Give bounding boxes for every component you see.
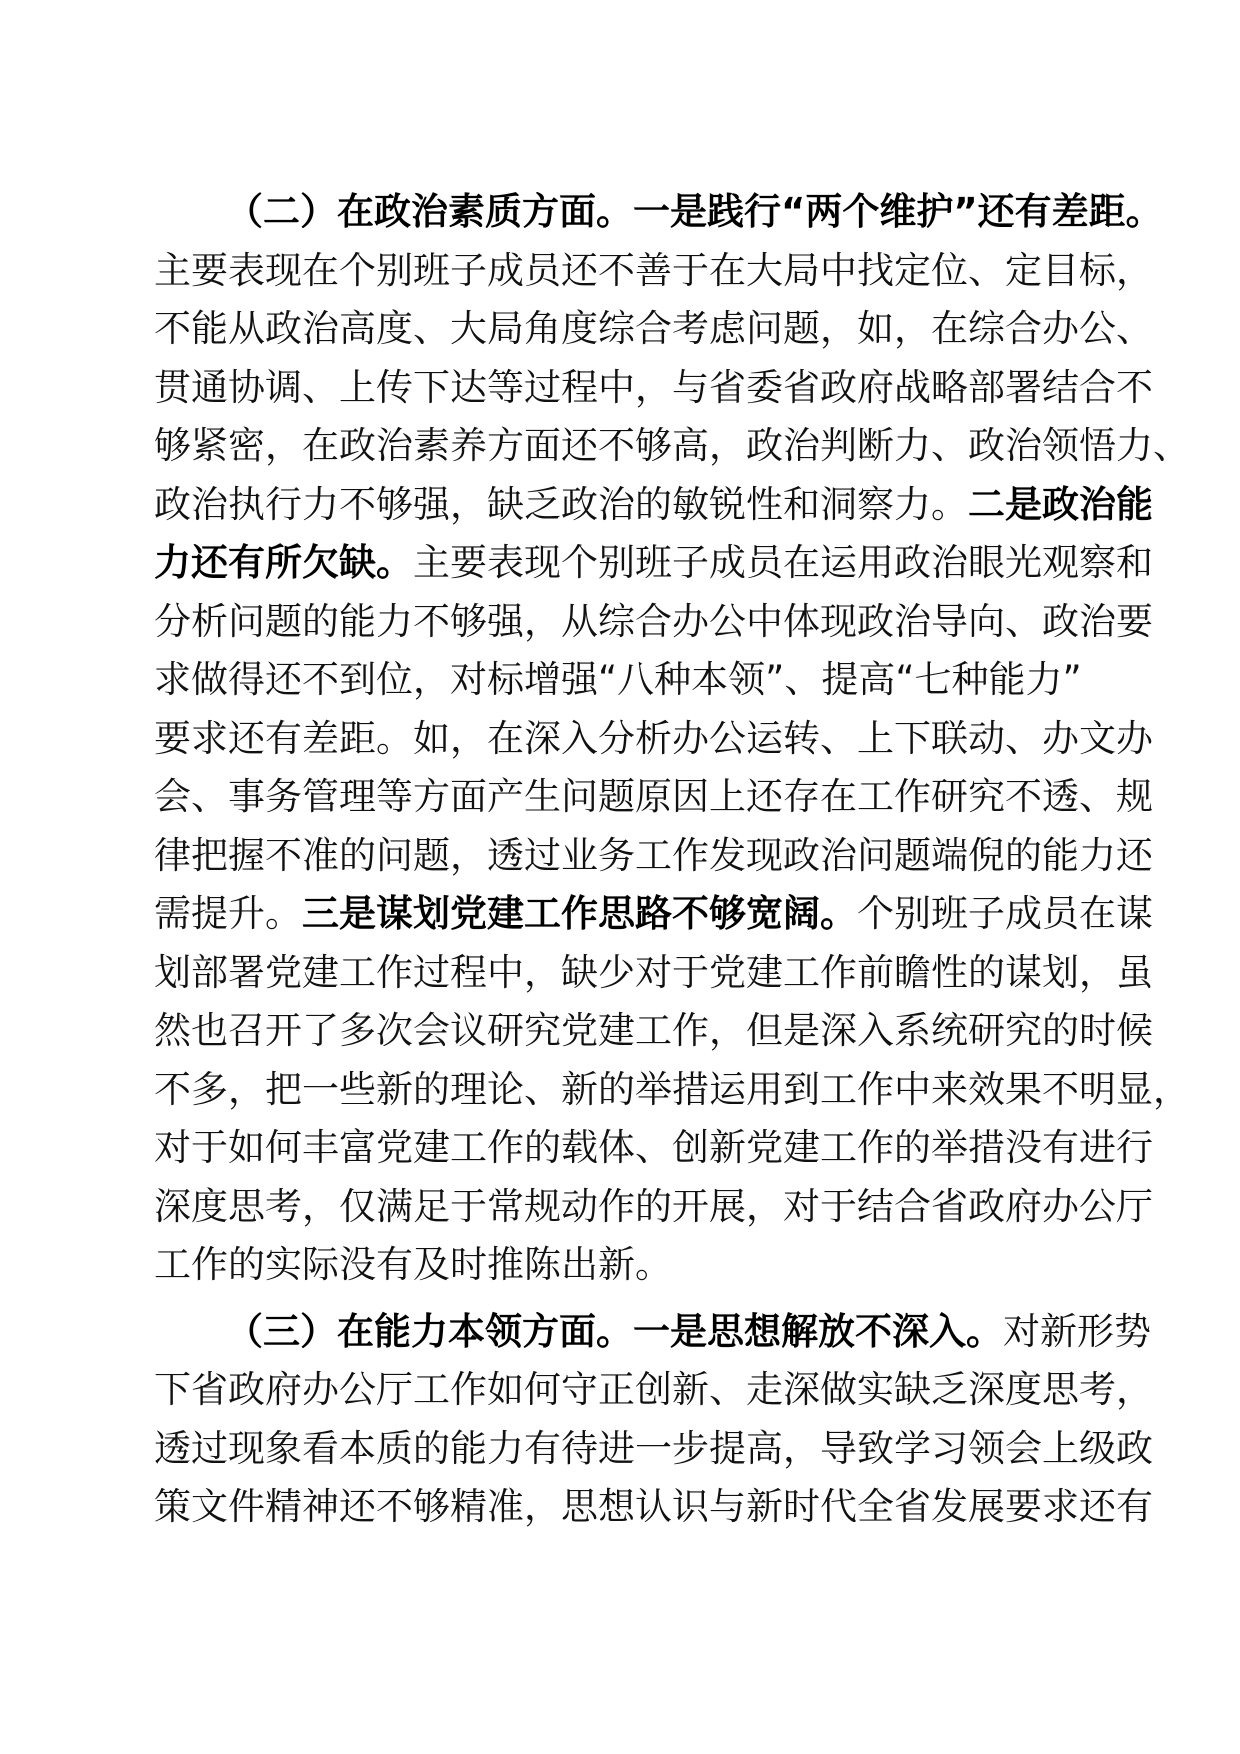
- text-line: [154, 359, 1153, 418]
- text-line: [154, 1061, 1190, 1120]
- text-line: [154, 1478, 1153, 1537]
- text-run: 不能从政治高度、大局角度综合考虑问题，如，在综合办公、: [154, 307, 1153, 350]
- bold-point-3: 三是谋划党建工作思路不够宽阔。: [302, 892, 857, 935]
- text-line: [154, 827, 1153, 886]
- text-line: [154, 651, 1094, 710]
- text-line: [154, 1361, 1153, 1420]
- text-run: 分析问题的能力不够强，从综合办公中体现政治导向、政治要: [154, 599, 1153, 643]
- text-line: [154, 1178, 1153, 1237]
- text-run: 主要表现个别班子成员在运用政治眼光观察和: [413, 541, 1153, 584]
- heading-section-2: （二）在政治素质方面。一是践行“两个维护”还有差距。: [226, 190, 1163, 233]
- text-run: 求做得还不到位，对标增强“八种本领”、提高“七种能力”: [154, 658, 1082, 701]
- section-capability: [154, 1303, 1153, 1537]
- text-run: 然也召开了多次会议研究党建工作，但是深入系统研究的时候: [154, 1009, 1153, 1052]
- bold-point-2-cont: 力还有所欠缺。: [154, 541, 413, 584]
- text-line: [154, 183, 1163, 242]
- text-line: [154, 1303, 1151, 1362]
- heading-section-3: （三）在能力本领方面。一是思想解放不深入。: [226, 1309, 1003, 1353]
- text-run: 透过现象看本质的能力有待进一步提高，导致学习领会上级政: [154, 1426, 1153, 1470]
- text-line: [154, 1236, 1094, 1295]
- text-line: [154, 417, 1190, 476]
- text-run: 贯通协调、上传下达等过程中，与省委省政府战略部署结合不: [154, 365, 1153, 409]
- text-line: [154, 710, 1153, 769]
- text-run: 政治执行力不够强，缺乏政治的敏锐性和洞察力。: [154, 482, 968, 526]
- text-run: 对新形势: [1003, 1309, 1151, 1353]
- text-line: [154, 476, 1153, 535]
- text-line: [154, 534, 1153, 593]
- text-run: 需提升。: [154, 892, 302, 935]
- paragraph-gap: [154, 1295, 1094, 1303]
- text-line: [154, 242, 1153, 301]
- text-line: [154, 300, 1153, 359]
- text-line: [154, 1119, 1153, 1178]
- text-run: 划部署党建工作过程中，缺少对于党建工作前瞻性的谋划，虽: [154, 950, 1153, 994]
- text-run: 工作的实际没有及时推陈出新。: [154, 1243, 672, 1286]
- text-line: [154, 1420, 1153, 1479]
- text-run: 不多，把一些新的理论、新的举措运用到工作中来效果不明显，: [154, 1067, 1190, 1111]
- section-political-quality: [154, 183, 1190, 1295]
- text-run: 个别班子成员在谋: [857, 892, 1153, 935]
- text-run: 对于如何丰富党建工作的载体、创新党建工作的举措没有进行: [154, 1126, 1153, 1169]
- text-run: 够紧密，在政治素养方面还不够高，政治判断力、政治领悟力、: [154, 424, 1190, 467]
- text-run: 下省政府办公厅工作如何守正创新、走深做实缺乏深度思考，: [154, 1368, 1153, 1411]
- text-line: [154, 768, 1153, 827]
- text-run: 主要表现在个别班子成员还不善于在大局中找定位、定目标，: [154, 248, 1153, 292]
- text-run: 会、事务管理等方面产生问题原因上还存在工作研究不透、规: [154, 775, 1153, 818]
- text-line: [154, 944, 1153, 1003]
- bold-point-2: 二是政治能: [968, 482, 1153, 526]
- text-run: 要求还有差距。如，在深入分析办公运转、上下联动、办文办: [154, 716, 1153, 760]
- text-run: 深度思考，仅满足于常规动作的开展，对于结合省政府办公厅: [154, 1184, 1153, 1228]
- text-line: [154, 885, 1153, 944]
- text-run: 策文件精神还不够精准，思想认识与新时代全省发展要求还有: [154, 1485, 1153, 1528]
- text-line: [154, 1002, 1153, 1061]
- text-run: 律把握不准的问题，透过业务工作发现政治问题端倪的能力还: [154, 833, 1153, 877]
- text-line: [154, 593, 1153, 652]
- document-body: [154, 183, 1190, 1537]
